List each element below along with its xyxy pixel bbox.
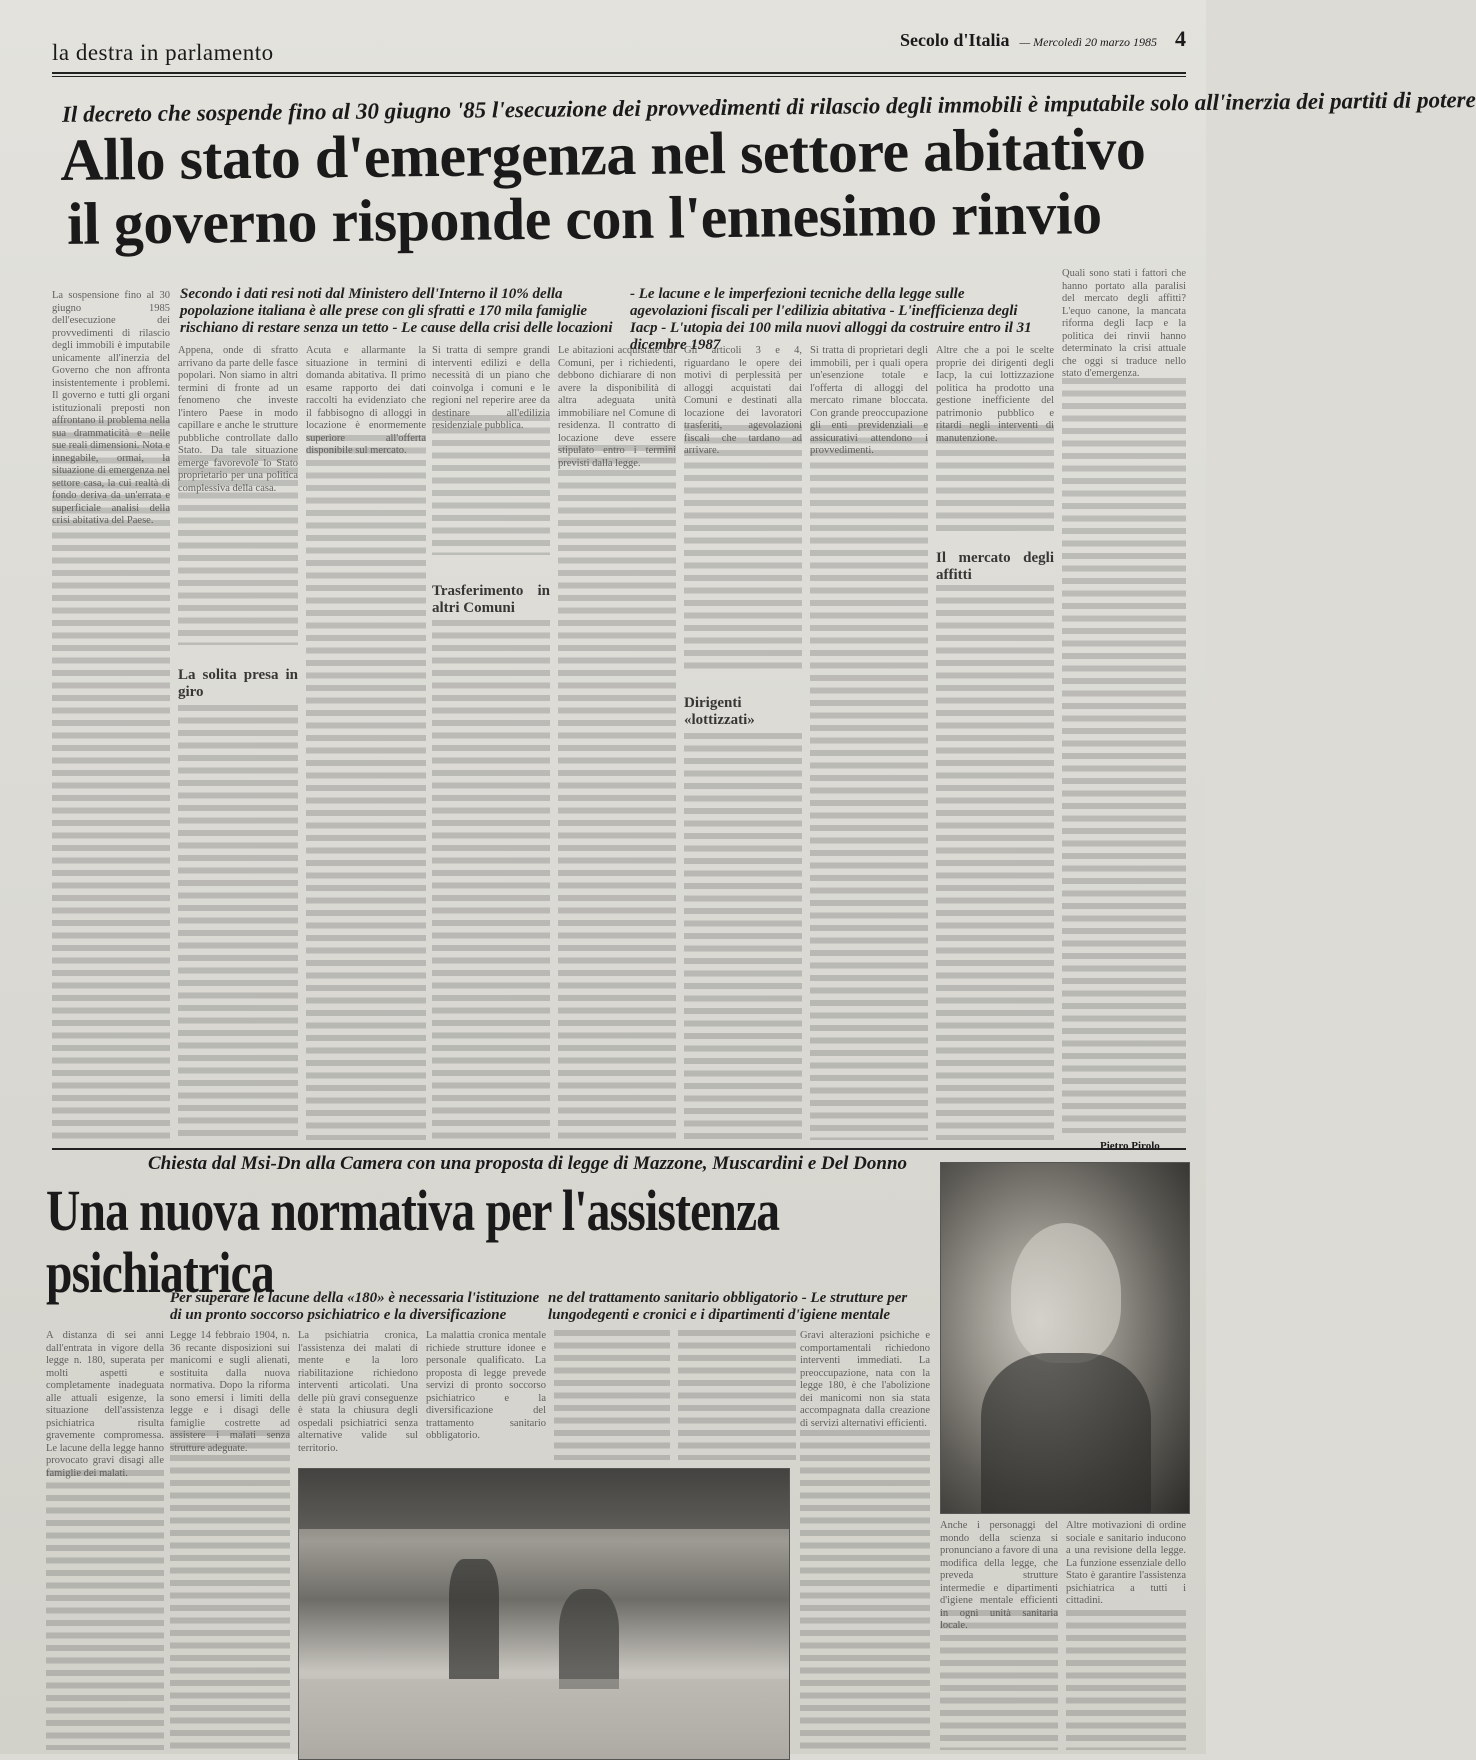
article1-column-7-text: Si tratta di proprietari degli immobili, per i quali opera un'esenzione totale e l'offerta di alloggi del mercato rimane bloccata. Con grande preoccupazione gli enti previdenziali e assicurativi attendono i provvedimenti. <box>810 345 928 456</box>
article2-column-2 <box>170 1330 290 1750</box>
issue-date: — Mercoledì 20 marzo 1985 <box>1019 35 1157 49</box>
photo-person <box>449 1559 499 1679</box>
text-filler <box>306 435 426 1140</box>
text-filler <box>170 1430 290 1750</box>
article2-column-6-text: Anche i personaggi del mondo della scienza si pronunciano a favore di una modifica della legge, che preveda strutture intermedie e dipartimenti d'igiene mentale efficienti in ogni unità sanitaria locale. <box>940 1520 1058 1631</box>
section-title: la destra in parlamento <box>52 40 274 65</box>
text-filler <box>810 425 928 1140</box>
article1-deck-right: - Le lacune e le imperfezioni tecniche della legge sulle agevolazioni fiscali per l'edilizia abitativa - L'inefficienza degli Iacp - L'utopia dei 100 mila nuovi alloggi da costruire entro il 31 dicembre 1987 <box>630 286 1032 353</box>
text-filler <box>1062 378 1186 1133</box>
article1-column-8-text: Altre che a poi le scelte proprie dei dirigenti degli Iacp, la cui lottizzazione politica ha prodotto una gestione inefficiente del patrimonio pubblico e ritardi negli interventi di manutenzione. <box>936 345 1054 444</box>
text-filler <box>432 620 550 1140</box>
article1-column-1 <box>52 290 170 1140</box>
article1-column-5 <box>558 345 676 1140</box>
text-filler <box>800 1430 930 1750</box>
text-filler <box>178 705 298 1140</box>
article2-column-5 <box>800 1330 930 1750</box>
text-filler <box>684 733 802 1140</box>
subhead-mercato-affitti: Il mercato degli affitti <box>936 550 1054 583</box>
text-filler <box>936 585 1054 1140</box>
text-filler <box>940 1610 1058 1750</box>
article1-headline <box>60 116 1191 256</box>
article1-column-9-text: Quali sono stati i fattori che hanno portato alla paralisi del mercato degli affitti? L'equo canone, la mancata riforma degli Iacp e la politica dei rinvii hanno determinato la crisi attuale che oggi si traduce nello stato d'emergenza. <box>1062 268 1186 379</box>
article1-column-2 <box>178 345 298 1140</box>
article2-column-1 <box>46 1180 164 1750</box>
article2-column-7 <box>1066 1520 1186 1750</box>
article2-deck-right: ne del trattamento sanitario obbligatorio - Le strutture per lungodegenti e cronici e i dipartimenti d'igiene mentale <box>548 1290 908 1323</box>
text-filler <box>558 445 676 1140</box>
article1-headline-line2: il governo risponde con l'ennesimo rinvio <box>66 180 1102 257</box>
article1-column-4 <box>432 345 550 1140</box>
article1-column-6-text: Gli articoli 3 e 4, riguardano le opere dei motivi di perplessità per alloggi acquistati dai Comuni e destinati alla locazione dei lavoratori trasferiti, agevolazioni fiscali che tardano ad arrivare. <box>684 345 802 456</box>
article2-column-3 <box>298 1330 418 1460</box>
photo-person <box>559 1589 619 1689</box>
photo-figure <box>1011 1223 1121 1363</box>
page-number: 4 <box>1175 26 1186 51</box>
subhead-dirigenti-lottizzati: Dirigenti «lottizzati» <box>684 695 755 728</box>
article2-column-1-text: A distanza di sei anni dall'entrata in vigore della legge n. 180, superata per molti aspetti e completamente inadeguata alle attuali esigenze, la situazione dell'assistenza psichiatrica risulta gravemente compromessa. Le lacune della legge hanno provocato gravi disagi alle famiglie dei malati. <box>46 1330 164 1479</box>
article1-headline-line1: Allo stato d'emergenza nel settore abitativo <box>59 115 1146 193</box>
masthead <box>900 26 1186 52</box>
text-filler <box>678 1330 796 1460</box>
text-filler <box>1066 1610 1186 1750</box>
article1-column-2-text: Appena, onde di sfratto arrivano da parte delle fasce popolari. Non siamo in altri termini di fronte ad un fenomeno che investe l'intero Paese in modo capillare e anche le strutture pubbliche controllate dallo Stato. Da tale situazione emerge favorevole lo Stato proprietario per una politica complessiva della casa. <box>178 345 298 494</box>
article2-column-7-text: Altre motivazioni di ordine sociale e sanitario inducono a una revisione della legge. La funzione essenziale dello Stato è garantire l'assistenza psichiatrica a tutti i cittadini. <box>1066 1520 1186 1606</box>
article1-deck-left: Secondo i dati resi noti dal Ministero dell'Interno il 10% della popolazione italiana è alle prese con gli sfratti e 170 mila famiglie rischiano di restare senza un tetto - Le cause della crisi delle locazioni <box>180 286 613 336</box>
article1-column-5-text: Le abitazioni acquistate dai Comuni, per i richiedenti, debbono dichiarare di non avere la disponibilità di altra adeguata unità immobiliare nel Comune di residenza. Il contratto di locazione deve essere stipulato entro i termini previsti dalla legge. <box>558 345 676 469</box>
text-filler <box>52 420 170 1140</box>
header-rule-thin <box>52 76 1186 77</box>
article1-column-4-text: Si tratta di sempre grandi interventi edilizi e della necessità di un piano che coinvolga i comuni e le regioni nel reperire aree da destinare all'edilizia residenziale pubblica. <box>432 345 550 431</box>
group-photo <box>298 1468 790 1760</box>
article2-deck-left: Per superare le lacune della «180» è necessaria l'istituzione di un pronto soccorso psichiatrico e la diversificazione <box>170 1290 540 1323</box>
subhead-trasferimento: Trasferimento in altri Comuni <box>432 583 550 616</box>
article1-column-3 <box>306 345 426 1140</box>
article2-column-2-text: Legge 14 febbraio 1904, n. 36 recante disposizioni sui manicomi e sugli alienati, sostituita dalla nuova normativa. Dopo la riforma sono emersi i limiti della legge e i disagi delle famiglie costrette ad assistere i malati senza strutture adeguate. <box>170 1330 290 1454</box>
article1-column-9 <box>1062 268 1186 1133</box>
photo-bench <box>299 1679 789 1759</box>
text-filler <box>432 415 550 555</box>
article1-column-3-text: Acuta e allarmante la situazione in termini di domanda abitativa. Il primo esame rapporto dei dati raccolti ha evidenziato che il fabbisogno di alloggi in locazione è enormemente superiore all'offerta disponibile sul mercato. <box>306 345 426 456</box>
article1-column-7 <box>810 345 928 1140</box>
article2-column-3-text: La psichiatria cronica, l'assistenza dei malati di mente e la loro riabilitazione richiedono interventi articolati. Una delle più gravi conseguenze è stata la chiusura degli ospedali psichiatrici senza alternative valide sul territorio. <box>298 1330 418 1454</box>
newspaper-name: Secolo d'Italia <box>899 30 1010 50</box>
text-filler <box>936 425 1054 535</box>
photo-foliage <box>299 1469 789 1529</box>
article-divider <box>52 1148 1186 1150</box>
text-filler <box>684 425 802 675</box>
article1-column-6 <box>684 345 802 1140</box>
article1-column-1-text: La sospensione fino al 30 giugno 1985 dell'esecuzione dei provvedimenti di rilascio degli immobili è imputabile unicamente all'inerzia del Governo che non affronta insistentemente i problemi. Il governo e tutti gli organi istituzionali preposti non affrontano il problema nella sua drammaticità e nelle sue reali dimensioni. Nota e innegabile, ormai, la situazione di emergenza nel settore casa, la cui realtà di fondo deriva da un'errata e superficiale analisi della crisi abitativa del Paese. <box>52 290 170 526</box>
header-rule <box>52 72 1186 74</box>
portrait-photo <box>940 1162 1190 1514</box>
article2-column-4 <box>426 1330 546 1460</box>
article2-column-5-text: Gravi alterazioni psichiche e comportamentali richiedono interventi immediati. La preoccupazione, nata con la legge 180, è che l'abolizione dei manicomi non sia stata accompagnata dalla creazione di servizi alternativi efficienti. <box>800 1330 930 1429</box>
article2-column-4-text: La malattia cronica mentale richiede strutture idonee e personale qualificato. La proposta di legge prevede servizi di pronto soccorso psichiatrico e la diversificazione del trattamento sanitario obbligatorio. <box>426 1330 546 1441</box>
photo-figure-body <box>981 1353 1151 1513</box>
article1-kicker: Il decreto che sospende fino al 30 giugno '85 l'esecuzione dei provvedimenti di rilascio degli immobili è imputabile solo all'inerzia dei partiti di potere <box>61 87 1476 127</box>
article2-column-6 <box>940 1520 1058 1750</box>
article2-headline: Una nuova normativa per l'assistenza psichiatrica <box>46 1178 780 1305</box>
text-filler <box>178 455 298 645</box>
article1-author: Pietro Pirolo <box>1100 1140 1160 1152</box>
article2-column-4c <box>678 1330 796 1460</box>
text-filler <box>46 1470 164 1750</box>
article2-column-4b <box>554 1330 670 1460</box>
article2-kicker: Chiesta dal Msi-Dn alla Camera con una proposta di legge di Mazzone, Muscardini e Del Donno <box>148 1153 908 1174</box>
subhead-la-solita-presa-in-giro: La solita presa in giro <box>178 667 298 700</box>
text-filler <box>554 1330 670 1460</box>
article1-column-8 <box>936 345 1054 1140</box>
